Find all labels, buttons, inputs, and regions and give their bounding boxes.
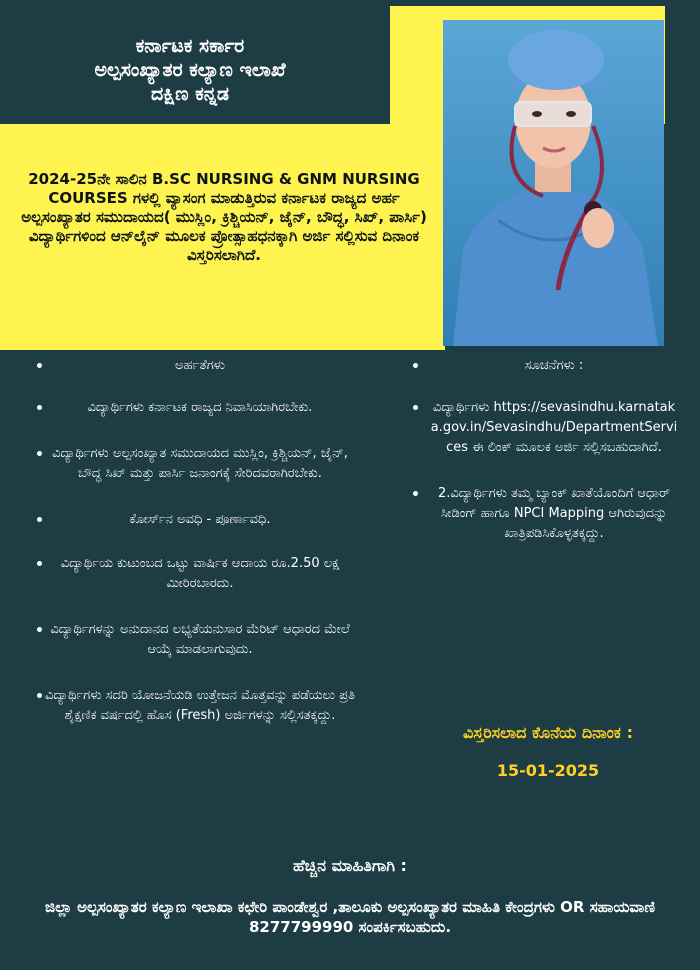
list-item: ಕೋರ್ಸ್‌ನ ಅವಧಿ - ಪೂರ್ಣಾವಧಿ. [0,510,390,530]
nurse-photo [443,20,664,346]
header-line-2: ಅಲ್ಪಸಂಖ್ಯಾತರ ಕಲ್ಯಾಣ ಇಲಾಖೆ [94,59,286,81]
header-title [0,34,380,106]
eligibility-heading: ಅರ್ಹತೆಗಳು [0,356,390,376]
list-item: ವಿದ್ಯಾರ್ಥಿಯ ಕುಟುಂಬದ ಒಟ್ಟು ವಾರ್ಷಿಕ ಆದಾಯ ರೂ.2.50 ಲಕ್ಷ ಮೀರಿರಬಾರದು. [0,554,390,594]
list-item: ವಿದ್ಯಾರ್ಥಿಗಳು ಅಲ್ಪಸಂಖ್ಯಾತ ಸಮುದಾಯದ ಮುಸ್ಲಿಂ, ಕ್ರಿಶ್ಚಿಯನ್, ಜೈನ್, ಬೌದ್ಧ ಸಿಖ್ ಮತ್ತು ಪಾರ್ಸಿ ಜನಾಂಗಕ್ಕೆ ಸೇರಿದವರಾಗಿರಬೇಕು. [0,444,390,484]
instructions-heading: ಸೂಚನೆಗಳು : [400,356,700,376]
contact-details: ಜಿಲ್ಲಾ ಅಲ್ಪಸಂಖ್ಯಾತರ ಕಲ್ಯಾಣ ಇಲಾಖಾ ಕಛೇರಿ ಪಾಂಡೇಶ್ವರ ,ತಾಲೂಕು ಅಲ್ಪಸಂಖ್ಯಾತರ ಮಾಹಿತಿ ಕೇಂದ್ರಗಳು OR ಸಹಾಯವಾಣಿ 8277799990 ಸಂಪರ್ಕಿಸಬಹುದು. [45,898,655,936]
list-item: ವಿದ್ಯಾರ್ಥಿಗಳನ್ನು ಅನುದಾನದ ಲಭ್ಯತೆಯನುಸಾರ ಮೆರಿಟ್ ಆಧಾರದ ಮೇಲೆ ಆಯ್ಕೆ ಮಾಡಲಾಗುವುದು. [0,620,390,660]
eligibility-list [0,356,390,726]
list-item: ವಿದ್ಯಾರ್ಥಿಗಳು ಕರ್ನಾಟಕ ರಾಜ್ಯದ ನಿವಾಸಿಯಾಗಿರಬೇಕು. [0,398,390,418]
nurse-illustration [443,20,664,346]
list-item: 2.ವಿದ್ಯಾರ್ಥಿಗಳು ತಮ್ಮ ಬ್ಯಾಂಕ್ ಖಾತೆಯೊಂದಿಗೆ ಆಧಾರ್ ಸೀಡಿಂಗ್ ಹಾಗೂ NPCI Mapping ಆಗಿರುವುದನ್ನು ಖಾತ್ರಿಪಡಿಸಿಕೊಳ್ಳತಕ್ಕದ್ದು. [400,484,700,544]
header-line-1: ಕರ್ನಾಟಕ ಸರ್ಕಾರ [135,35,245,57]
deadline-date: 15-01-2025 [496,761,600,780]
announcement-text: 2024-25ನೇ ಸಾಲಿನ B.SC NURSING & GNM NURSING COURSES ಗಳಲ್ಲಿ ವ್ಯಾಸಂಗ ಮಾಡುತ್ತಿರುವ ಕರ್ನಾಟಕ ರಾಜ್ಯದ ಅರ್ಹ ಅಲ್ಪಸಂಖ್ಯಾತರ ಸಮುದಾಯದ( ಮುಸ್ಲಿಂ, ಕ್ರಿಶ್ಚಿಯನ್, ಜೈನ್, ಬೌದ್ಧ, ಸಿಖ್, ಪಾರ್ಸಿ) ವಿದ್ಯಾರ್ಥಿಗಳಿಂದ ಆನ್‌ಲೈನ್ ಮೂಲಕ ಪ್ರೋತ್ಸಾಹಧನಕ್ಕಾಗಿ ಅರ್ಜಿ ಸಲ್ಲಿಸುವ ದಿನಾಂಕ ವಿಸ್ತರಿಸಲಾಗಿದೆ. [21,170,427,264]
more-info-heading: ಹೆಚ್ಚಿನ ಮಾಹಿತಿಗಾಗಿ : [293,856,407,875]
instructions-list [400,356,700,544]
list-item: ವಿದ್ಯಾರ್ಥಿಗಳು ಸದರಿ ಯೋಜನೆಯಡಿ ಉತ್ತೇಜನ ಮೊತ್ತವನ್ನು ಪಡೆಯಲು ಪ್ರತಿ ಶೈಕ್ಷಣಿಕ ವರ್ಷದಲ್ಲಿ ಹೊಸ (Fresh) ಅರ್ಜಿಗಳನ್ನು ಸಲ್ಲಿಸತಕ್ಕದ್ದು. [0,686,390,726]
list-item: ವಿದ್ಯಾರ್ಥಿಗಳು https://sevasindhu.karnataka.gov.in/Sevasindhu/DepartmentServices ಈ ಲಿಂಕ್ ಮೂಲಕ ಅರ್ಜಿ ಸಲ್ಲಿಸಬಹುದಾಗಿದೆ. [400,398,700,458]
header-line-3: ದಕ್ಷಿಣ ಕನ್ನಡ [151,83,229,105]
deadline-label: ವಿಸ್ತರಿಸಲಾದ ಕೊನೆಯ ದಿನಾಂಕ : [463,723,633,742]
